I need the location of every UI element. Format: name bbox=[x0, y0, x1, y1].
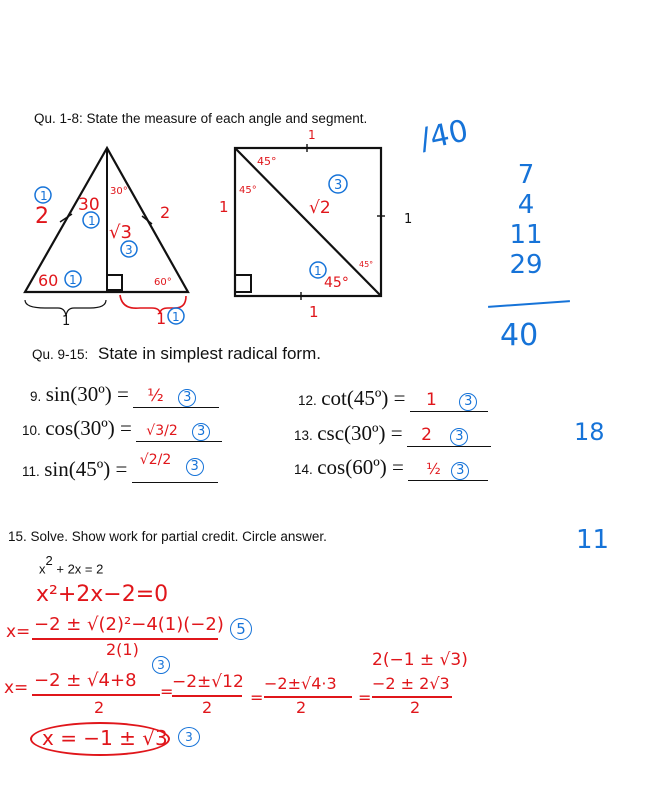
right-angle-mark bbox=[235, 275, 251, 292]
points-circle: 3 bbox=[450, 428, 468, 446]
question-expression: cos(60º) = bbox=[317, 455, 404, 479]
work-line-2-points bbox=[230, 618, 252, 640]
hw-side-2: 2 bbox=[35, 204, 49, 229]
question-11 bbox=[22, 452, 218, 483]
hw-angle-30: 30 bbox=[78, 195, 100, 215]
equals-sign: = bbox=[358, 688, 372, 707]
points-circle: 3 bbox=[192, 423, 210, 441]
hw-points-3: 3 bbox=[334, 178, 343, 193]
problem-equation bbox=[39, 553, 104, 577]
question-number: 12. bbox=[298, 393, 317, 408]
tally-value: 4 bbox=[517, 190, 535, 220]
hw-angle-60: 60 bbox=[38, 271, 59, 290]
answer-blank bbox=[408, 460, 488, 481]
hw-points-1c: 1 bbox=[69, 273, 77, 287]
final-answer: x = −1 ± √3 bbox=[42, 726, 168, 750]
answer-text: 2 bbox=[421, 425, 432, 445]
hw-angle-45-left: 45° bbox=[239, 185, 257, 196]
work-line-1: x²+2x−2=0 bbox=[36, 582, 169, 607]
answer-text: ½ bbox=[147, 386, 164, 406]
hw-side-2-right: 2 bbox=[160, 203, 171, 222]
work-step-d-denominator: 2 bbox=[410, 698, 421, 717]
work-line-3-numerator: −2 ± √4+8 bbox=[34, 670, 137, 691]
question-number: 13. bbox=[294, 428, 313, 443]
points-circle: 5 bbox=[230, 618, 252, 640]
answer-text: √3/2 bbox=[146, 423, 178, 439]
hw-points-1d: 1 bbox=[172, 310, 180, 324]
score-total: /40 bbox=[416, 113, 472, 158]
equation-exponent: 2 bbox=[45, 553, 53, 568]
tally-value: 11 bbox=[509, 220, 543, 250]
question-14 bbox=[294, 455, 488, 481]
equals-sign: = bbox=[160, 682, 174, 701]
final-answer-points bbox=[178, 727, 200, 747]
hw-points-1b: 1 bbox=[88, 214, 96, 228]
right-angle-mark bbox=[107, 275, 122, 290]
points-circle: 3 bbox=[459, 393, 477, 411]
diagonal bbox=[235, 148, 381, 296]
tally-value: 7 bbox=[517, 160, 535, 190]
section3-heading: 15. Solve. Show work for partial credit. Circle answer. bbox=[8, 529, 327, 544]
question-13 bbox=[294, 421, 491, 447]
question-expression: cot(45º) = bbox=[321, 386, 406, 410]
section2-heading: Qu. 9-15: bbox=[32, 347, 89, 362]
work-step-c-denominator: 2 bbox=[296, 698, 307, 717]
hw-angle-45-top: 45° bbox=[257, 155, 277, 168]
question-expression: sin(45º) = bbox=[44, 457, 128, 481]
work-line-3-denominator: 2 bbox=[94, 698, 105, 717]
score-tally bbox=[506, 160, 546, 280]
question-12 bbox=[298, 386, 488, 412]
question-number: 11. bbox=[22, 464, 40, 479]
work-step-b-denominator: 2 bbox=[202, 698, 213, 717]
bottom-label-1: 1 bbox=[62, 314, 71, 329]
work-line-2-numerator: −2 ± √(2)²−4(1)(−2) bbox=[34, 614, 224, 635]
tally-divider bbox=[488, 300, 570, 308]
equation-rest: + 2x = 2 bbox=[56, 561, 104, 577]
hw-angle-45-bottom: 45° bbox=[324, 275, 349, 291]
section2-instruction: State in simplest radical form. bbox=[98, 344, 321, 363]
points-circle: 3 bbox=[451, 462, 469, 480]
answer-blank bbox=[136, 422, 222, 442]
hw-bottom-1: 1 bbox=[309, 303, 319, 321]
hw-points-3: 3 bbox=[125, 243, 133, 257]
side-score-18: 18 bbox=[574, 418, 605, 446]
section1-heading: Qu. 1-8: State the measure of each angle and segment. bbox=[34, 111, 368, 126]
fraction-bar bbox=[264, 696, 352, 698]
points-circle: 3 bbox=[186, 458, 204, 476]
answer-blank bbox=[410, 390, 488, 412]
hw-angle-60-deg: 60° bbox=[154, 277, 172, 288]
work-step-b-numerator: −2±√12 bbox=[172, 672, 244, 692]
answer-blank bbox=[407, 425, 491, 447]
score-result: 40 bbox=[500, 318, 539, 353]
equals-sign: = bbox=[250, 688, 264, 707]
hw-points-1: 1 bbox=[314, 264, 322, 278]
work-line-2-lhs: x= bbox=[6, 622, 31, 642]
work-step-d-top: 2(−1 ± √3) bbox=[372, 650, 468, 670]
points-circle: 3 bbox=[178, 389, 196, 407]
tally-value: 29 bbox=[509, 250, 543, 280]
right-label-1: 1 bbox=[404, 212, 413, 227]
hw-root2: √2 bbox=[309, 198, 331, 218]
question-number: 14. bbox=[294, 462, 313, 477]
hw-top-1: 1 bbox=[308, 128, 316, 142]
work-line-3-points bbox=[152, 656, 170, 674]
hw-points-1a: 1 bbox=[40, 189, 48, 203]
work-step-d-numerator: −2 ± 2√3 bbox=[372, 674, 450, 693]
answer-blank bbox=[133, 386, 219, 408]
fraction-bar bbox=[172, 695, 242, 697]
hw-bottom-1: 1 bbox=[156, 309, 167, 328]
points-circle: 3 bbox=[178, 727, 200, 747]
question-expression: sin(30º) = bbox=[45, 382, 129, 406]
square-figure bbox=[200, 125, 420, 325]
question-10 bbox=[22, 416, 222, 442]
hw-left-1: 1 bbox=[219, 198, 229, 216]
hw-root3: √3 bbox=[109, 222, 132, 243]
hw-angle-45-small: 45° bbox=[359, 260, 374, 269]
work-line-3-lhs: x= bbox=[4, 678, 29, 698]
side-score-11: 11 bbox=[576, 525, 610, 555]
question-number: 9. bbox=[30, 389, 42, 404]
points-circle: 3 bbox=[152, 656, 170, 674]
work-step-c-numerator: −2±√4·3 bbox=[264, 674, 337, 693]
question-9 bbox=[30, 382, 219, 408]
answer-text: ½ bbox=[426, 460, 441, 478]
answer-blank bbox=[132, 452, 218, 483]
equation-base: x bbox=[39, 561, 46, 577]
fraction-bar bbox=[32, 694, 160, 696]
question-number: 10. bbox=[22, 423, 41, 438]
answer-text: √2/2 bbox=[139, 452, 172, 468]
triangle-figure bbox=[0, 130, 200, 330]
hw-angle-30-deg: 30° bbox=[110, 186, 128, 197]
question-expression: cos(30º) = bbox=[45, 416, 132, 440]
question-expression: csc(30º) = bbox=[317, 421, 403, 445]
work-line-2-denominator: 2(1) bbox=[106, 640, 139, 659]
answer-text: 1 bbox=[425, 390, 437, 410]
